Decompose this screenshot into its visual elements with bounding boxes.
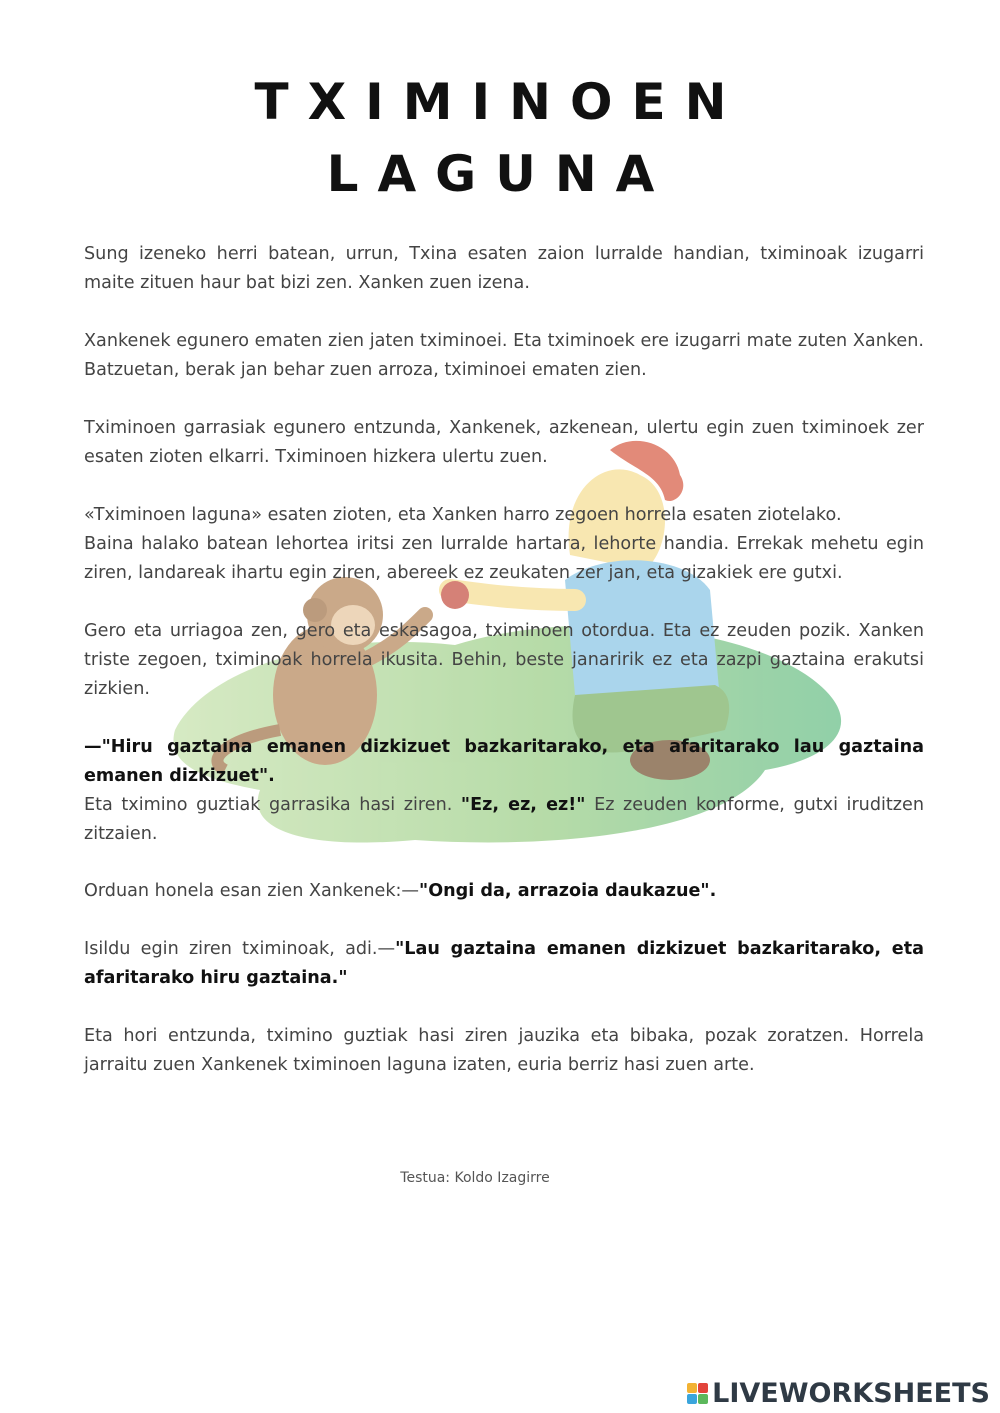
quote-no-no: "Ez, ez, ez!" [460,795,586,815]
paragraph-6 [84,733,924,791]
paragraph-2: Xankenek egunero ematen zien jaten tximinoei. Eta tximinoek ere izugarri mate zuten Xanken. Batzuetan, berak jan behar zuen arroza, tximinoei ematen zien. [84,331,924,380]
p7-text-end: Ez zeuden konforme, gutxi iruditzen zitzaien. [84,795,924,844]
quote-three-four: —"Hiru gaztaina emanen dizkizuet bazkaritarako, eta afaritarako lau gaztaina emanen dizkizuet". [84,737,924,786]
paragraph-10: Eta hori entzunda, tximino guztiak hasi ziren jauzika eta bibaka, pozak zoratzen. Horrela jarraitu zuen Xankenek tximinoen laguna izaten, euria berriz hasi zuen arte. [84,1026,924,1075]
quote-ok: "Ongi da, arrazoia daukazue". [419,881,717,901]
paragraph-1: Sung izeneko herri batean, urrun, Txina esaten zaion lurralde handian, tximinoak izugarri maite zituen haur bat bizi zen. Xanken zuen izena. [84,244,924,293]
paragraph-3: Tximinoen garrasiak egunero entzunda, Xankenek, azkenean, ulertu egin zuen tximinoek zer esaten zioten elkarri. Tximinoen hizkera ulertu zuen. [84,418,924,467]
title-line-2: LAGUNA [326,145,674,203]
brand-name: LIVEWORKSHEETS [712,1377,990,1409]
text-credit: Testua: Koldo Izagirre [400,1170,550,1186]
paragraph-4b: Baina halako batean lehortea iritsi zen lurralde hartara, lehorte handia. Errekak mehetu egin ziren, landareak ihartu egin ziren, abereek ez zeukaten zer jan, eta gizakiek ere gutxi. [84,534,924,583]
paragraph-4a: «Tximinoen laguna» esaten zioten, eta Xanken harro zegoen horrela esaten ziotelako. [84,505,842,525]
p7-text-start: Eta tximino guztiak garrasika hasi ziren. [84,795,461,815]
paragraph-5: Gero eta urriagoa zen, gero eta eskasagoa, tximinoen otordua. Eta ez zeuden pozik. Xanken triste zegoen, tximinoak horrela ikusita. Behin, beste janaririk ez eta zazpi gaztaina erakutsi zizkien. [84,621,924,699]
paragraph-7 [84,791,924,849]
liveworksheets-brand[interactable] [687,1376,990,1410]
paragraph-8 [84,877,924,906]
paragraph-9 [84,935,924,993]
title-line-1: TXIMINOEN [254,73,746,131]
liveworksheets-logo-icon [687,1383,708,1404]
p8-text-start: Orduan honela esan zien Xankenek:— [84,881,420,901]
p9-text-start: Isildu egin ziren tximinoak, adi.— [84,939,396,959]
quote-four-three: "Lau gaztaina emanen dizkizuet bazkaritarako, eta afaritarako hiru gaztaina." [84,939,924,988]
worksheet-title [0,66,1000,210]
